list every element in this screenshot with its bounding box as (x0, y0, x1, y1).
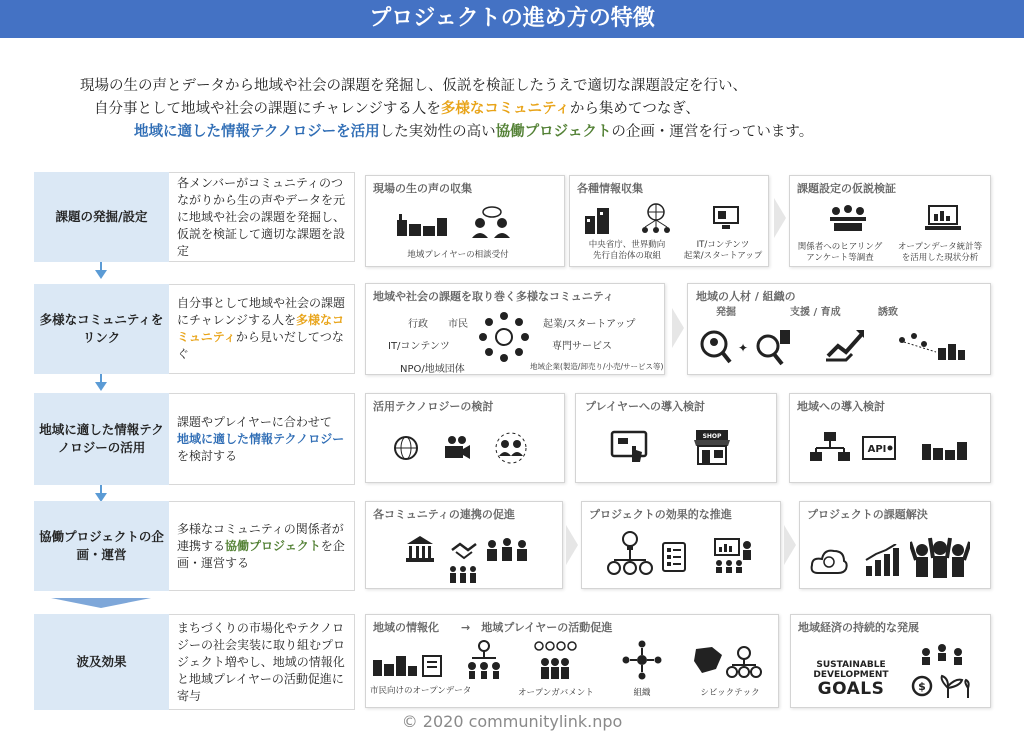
desc-text: を企画・運営する (177, 538, 345, 570)
sdg-goals: GOALS (817, 679, 885, 699)
presentation-icon (713, 537, 753, 573)
sdg-line: DEVELOPMENT (813, 670, 889, 680)
search-talent-icon (698, 328, 794, 368)
community-label: 専門サービス (552, 341, 612, 352)
row-desc-community (169, 284, 355, 374)
desc-highlight: 協働プロジェクト (225, 538, 321, 553)
panel-title: 地域への導入検討 (797, 400, 885, 413)
caption: 中央省庁、世界動向 先行自治体の取組 (588, 240, 666, 261)
computer-icon (712, 205, 740, 231)
buildings-icon (585, 204, 611, 234)
handshake-icon (450, 540, 478, 560)
desc-text: から見いだしてつなぐ (177, 330, 344, 361)
row-desc-discovery: 各メンバーがコミュニティのつながりから生の声やデータを元に地域や社会の課題を発掘し、仮説を検証して適切な課題を設定 (169, 172, 355, 262)
panel-title: 課題設定の仮説検証 (797, 182, 896, 195)
intro-text-span: の企画・運営を行っています。 (611, 124, 814, 140)
panel-title: 地域の人材 / 組織の (696, 290, 796, 303)
chevron-right-icon (672, 308, 684, 348)
caption: 組織 (633, 688, 651, 698)
video-camera-icon (443, 434, 471, 462)
growth-support-icon (826, 326, 866, 362)
row-desc-collab (169, 501, 355, 591)
panel-title: 地域や社会の課題を取り巻く多様なコミュニティ (373, 290, 614, 303)
panel-title: プロジェクトの課題解決 (807, 508, 928, 521)
caption: 関係者へのヒアリング アンケート等調査 (797, 242, 883, 263)
panel-title: プレイヤーへの導入検討 (585, 400, 706, 413)
talent-label: 発掘 (716, 307, 736, 318)
checklist-icon (662, 542, 686, 572)
group-raise-hands-icon (484, 536, 530, 562)
attract-people-icon (896, 328, 966, 362)
connected-people-icon (493, 430, 529, 466)
community-label: 行政 (408, 319, 428, 330)
bar-growth-icon (864, 544, 900, 576)
people-icon (448, 564, 478, 584)
sdg-logo (812, 660, 890, 698)
caption: 地域プレイヤーの相談受付 (407, 250, 509, 260)
open-data-icon (373, 652, 445, 678)
chevron-right-icon (784, 525, 796, 565)
highlight-tech: 地域に適した情報テクノロジーを活用 (134, 124, 380, 140)
cloud-idea-icon (810, 545, 848, 575)
talent-label: 支援 / 育成 (790, 307, 841, 318)
network-globe-icon (640, 202, 672, 234)
row-desc-technology (169, 393, 355, 485)
row-label-community: 多様なコミュニティをリンク (34, 284, 169, 374)
highlight-diverse-community: 多様なコミュニティ (440, 101, 570, 117)
sdg-line: SUSTAINABLE (816, 660, 886, 670)
desc-highlight: 地域に適した情報テクノロジー (177, 431, 345, 446)
factory-icon (920, 438, 970, 460)
idea-network-icon (606, 530, 654, 576)
meeting-icon (828, 203, 868, 233)
flow-arrow (95, 382, 107, 391)
copyright-footer: © 2020 communitylink.npo (401, 712, 623, 731)
api-label: API (867, 444, 887, 455)
touch-screen-icon (610, 430, 650, 466)
caption: オープンガバメント (518, 688, 594, 698)
community-circle-icon (478, 311, 530, 363)
page-title: プロジェクトの進め方の特徴 (369, 6, 655, 31)
economy-growth-icon (908, 640, 978, 700)
intro-line-3 (80, 121, 960, 144)
intro-text (80, 75, 960, 144)
community-label: 地域企業(製造/卸売り/小売/サービス等) (530, 362, 664, 371)
celebrate-people-icon (910, 536, 970, 580)
chevron-right-icon (566, 525, 578, 565)
civic-tech-icon (694, 645, 766, 679)
desc-text: を検討する (177, 448, 238, 463)
network-computers-icon (810, 432, 850, 466)
shop-sign: SHOP (702, 433, 722, 440)
panel-title: 地域経済の持続的な発展 (798, 621, 919, 634)
globe-icon (392, 434, 420, 462)
factory-icon (395, 212, 450, 236)
open-government-icon (533, 640, 577, 680)
api-icon (862, 436, 896, 460)
caption: IT/コンテンツ 起業/スタートアップ (683, 240, 763, 261)
panel-title: プロジェクトの効果的な推進 (589, 508, 732, 521)
intro-line-2 (80, 98, 960, 121)
flow-arrow (95, 270, 107, 279)
caption: オープンデータ統計等 を活用した現状分析 (897, 242, 983, 263)
caption: シビックテック (700, 688, 760, 698)
panel-title: 各種情報収集 (577, 182, 643, 195)
laptop-chart-icon (925, 204, 961, 232)
panel-title: 各コミュニティの連携の促進 (373, 508, 515, 521)
organization-icon (622, 640, 662, 680)
community-label: 市民 (448, 319, 468, 330)
desc-text: 多様なコミュニティの関係者が連携する (177, 521, 344, 553)
community-label: IT/コンテンツ (388, 341, 450, 352)
row-label-discovery: 課題の発掘/設定 (34, 172, 169, 262)
desc-highlight: 多様なコミュニティ (177, 313, 345, 344)
summary-arrow (51, 598, 151, 608)
row-desc-ripple: まちづくりの市場化やテクノロジーの社会実装に取り組むプロジェクト増やし、地域の情報化と地域プレイヤーの活動促進に寄与 (169, 614, 355, 710)
panel-title: 現場の生の声の収集 (373, 182, 472, 195)
desc-text: 自分事として地域や社会の課題にチャレンジする人を (177, 296, 346, 327)
row-label-technology: 地域に適した情報テクノロジーの活用 (34, 393, 169, 485)
row-label-ripple: 波及効果 (34, 614, 169, 710)
panel-title: 地域の情報化 → 地域プレイヤーの活動促進 (373, 621, 613, 634)
caption: 市民向けのオープンデータ (370, 686, 472, 696)
panel-title: 活用テクノロジーの検討 (373, 400, 494, 413)
intro-text-span: 自分事として地域や社会の課題にチャレンジする人を (94, 101, 441, 117)
desc-text: 課題やプレイヤーに合わせて (177, 414, 332, 429)
svg-text:✦: ✦ (738, 341, 749, 355)
talent-label: 誘致 (878, 307, 898, 318)
intro-line-1: 現場の生の声とデータから地域や社会の課題を発掘し、仮説を検証したうえで適切な課題設定を行い、 (80, 78, 747, 94)
consultation-icon (470, 206, 512, 238)
row-label-collab: 協働プロジェクトの企画・運営 (34, 501, 169, 591)
chevron-right-icon (774, 198, 786, 238)
city-hall-icon (405, 536, 435, 562)
shop-icon (692, 430, 732, 466)
community-label: 起業/スタートアップ (543, 319, 636, 330)
highlight-collab: 協働プロジェクト (495, 124, 612, 140)
intro-text-span: した実効性の高い (379, 124, 496, 140)
svg-text:$: $ (918, 680, 926, 693)
community-label: NPO/地域団体 (400, 364, 465, 375)
intro-text-span: から集めてつなぎ、 (569, 101, 700, 117)
hierarchy-people-icon (466, 640, 502, 680)
